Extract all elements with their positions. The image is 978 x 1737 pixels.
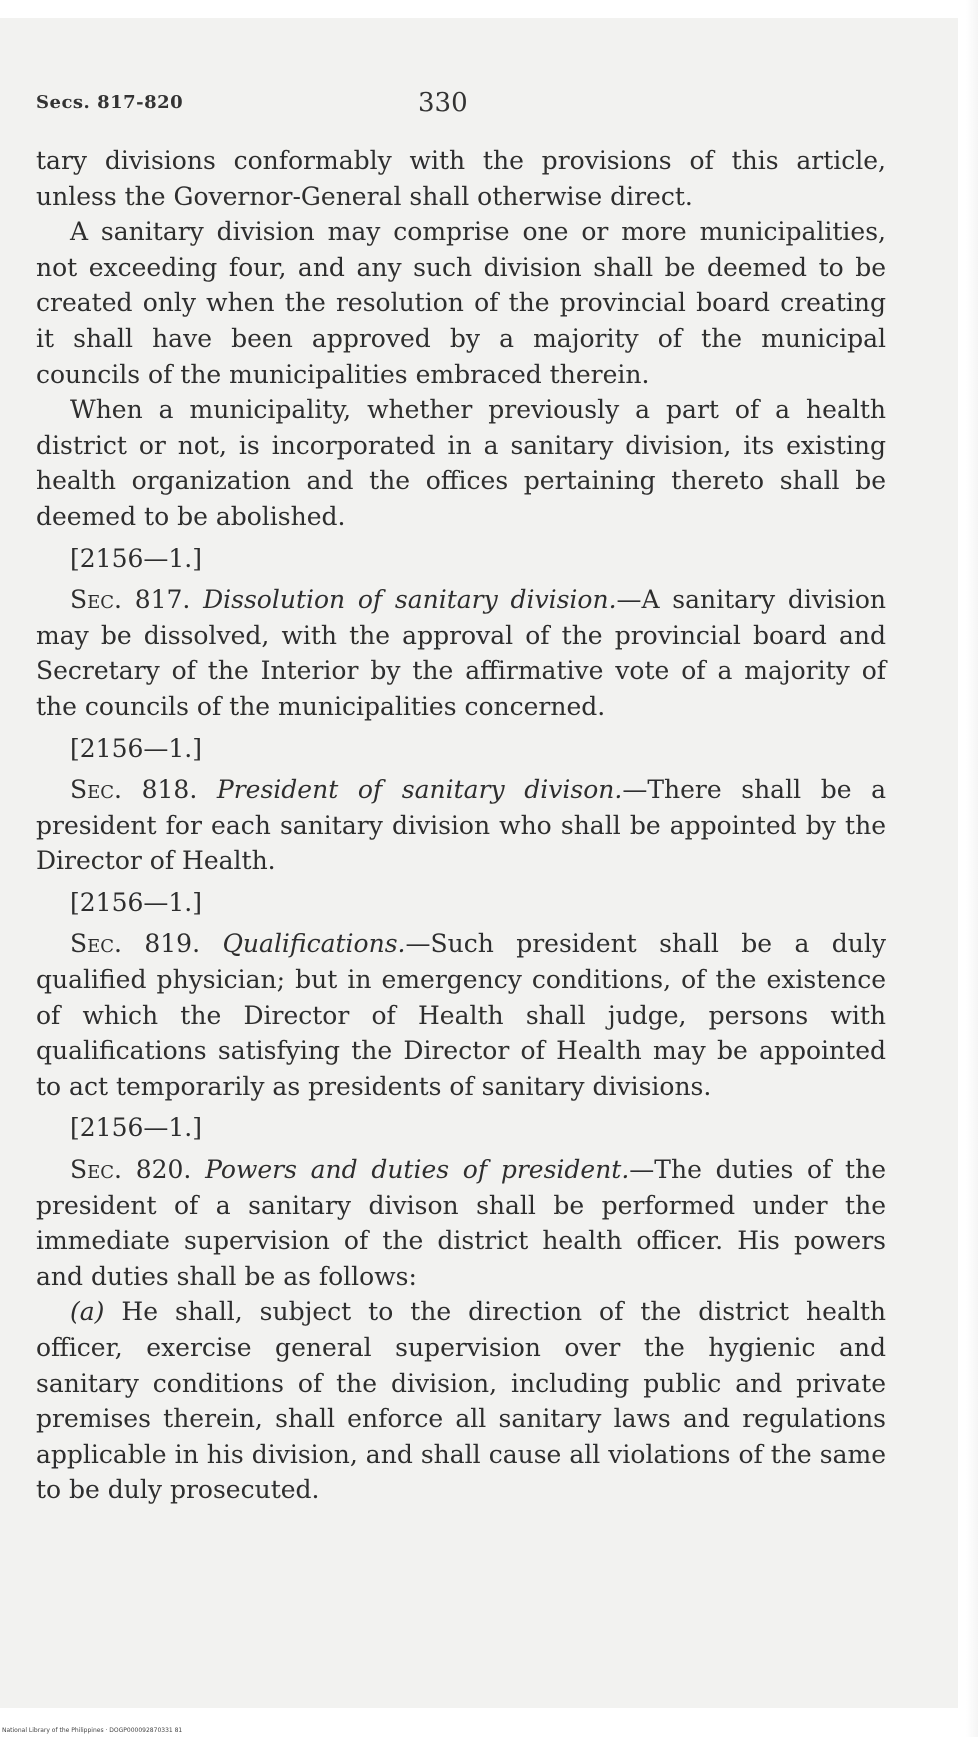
clause-a-marker: (a)	[70, 1297, 105, 1327]
section-820-label: Sec. 820.	[70, 1155, 192, 1185]
section-820-reference: [2156—1.]	[70, 1113, 202, 1143]
paragraph-continuation: tary divisions conformably with the provisions of this article, unless the Governor-General shall otherwise direct.	[36, 146, 886, 211]
section-819	[36, 926, 886, 1104]
section-819-text: —Such president shall be a duly qualified physician; but in emergency conditions, of the existence of which the Director of Health shall judge, persons with qualifications satisfying the Director of Health may be appointed to act temporarily as presidents of sanitary divisions.	[36, 929, 886, 1101]
scan-footer-tag: National Library of the Philippines · DOGP000092870331 81	[2, 1727, 183, 1734]
paragraph-municipality-incorporation: When a municipality, whether previously a part of a health district or not, is incorporated in a sanitary division, its existing health organization and the offices pertaining thereto shall be deemed to be abolished.	[36, 395, 886, 531]
section-819-title: Qualifications.	[222, 929, 406, 959]
section-817-text: —A sanitary division may be dissolved, with the approval of the provincial board and Secretary of the Interior by the affirmative vote of a majority of the councils of the municipalities concerned.	[36, 585, 886, 721]
section-818-title: President of sanitary divison.	[216, 775, 623, 805]
section-820	[36, 1152, 886, 1294]
paragraph-sanitary-division-composition: A sanitary division may comprise one or more municipalities, not exceeding four, and any such division shall be deemed to be created only when the resolution of the provincial board creating it shall have been approved by a majority of the municipal councils of the municipalities embraced therein.	[36, 217, 886, 389]
page-edge	[958, 0, 978, 1737]
page-number: 330	[418, 88, 468, 118]
section-819-label: Sec. 819.	[70, 929, 201, 959]
clause-a	[36, 1294, 886, 1508]
section-817-label: Sec. 817.	[70, 585, 191, 615]
section-817-reference: [2156—1.]	[70, 543, 202, 573]
section-818-text: —There shall be a president for each sanitary division who shall be appointed by the Director of Health.	[36, 775, 887, 876]
section-818-label: Sec. 818.	[70, 775, 198, 805]
section-range-header: Secs. 817-820	[36, 92, 184, 113]
section-818-reference: [2156—1.]	[70, 733, 202, 763]
section-818	[36, 772, 886, 879]
section-819-reference: [2156—1.]	[70, 887, 202, 917]
section-820-text: —The duties of the president of a sanitary divison shall be performed under the immediate supervision of the district health officer. His powers and duties shall be as follows:	[36, 1155, 887, 1291]
section-820-title: Powers and duties of president.	[205, 1155, 630, 1185]
section-817-title: Dissolution of sanitary division.	[203, 585, 617, 615]
section-817	[36, 582, 886, 724]
document-body	[36, 143, 886, 1508]
clause-a-text: He shall, subject to the direction of the district health officer, exercise general supervision over the hygienic and sanitary conditions of the division, including public and private premises therein, shall enforce all sanitary laws and regulations applicable in his division, and shall cause all violations of the same to be duly prosecuted.	[36, 1297, 886, 1505]
